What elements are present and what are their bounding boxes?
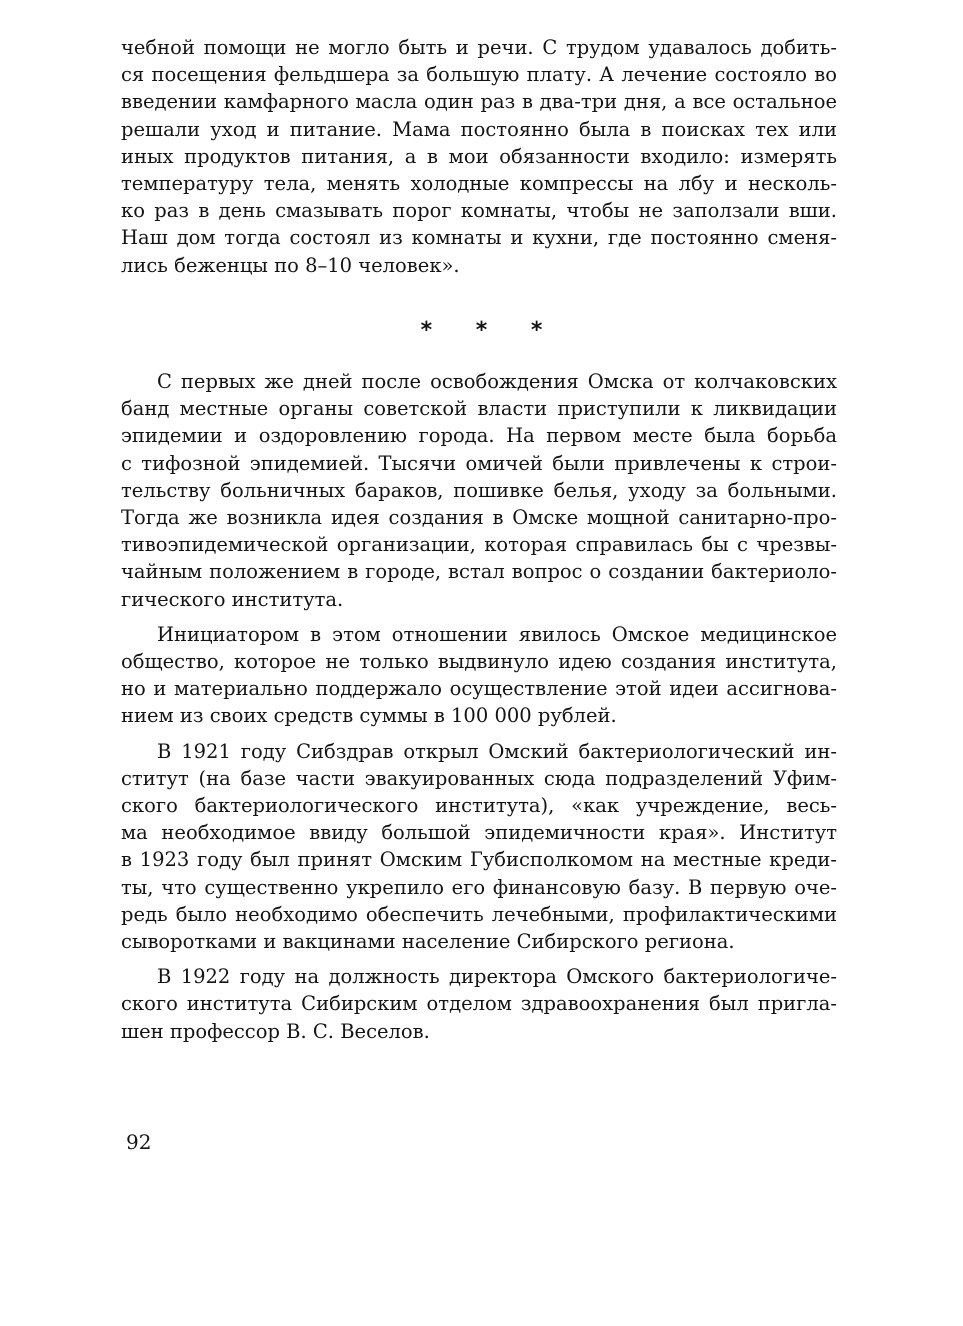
text-line: Инициатором в этом отношении явилось Омское медицинское	[157, 622, 837, 646]
text-line: температуру тела, менять холодные компрессы на лбу и несколь-	[121, 172, 837, 196]
text-line: сыворотками и вакцинами население Сибирского региона.	[121, 930, 735, 954]
text-line: решали уход и питание. Мама постоянно была в поисках тех или	[121, 117, 837, 141]
section-separator: * * *	[420, 318, 561, 343]
paragraph-gap	[121, 613, 837, 621]
text-line: ко раз в день смазывать порог комнаты, чтобы не заползали вши.	[121, 199, 837, 223]
text-line: ского института Сибирским отделом здравоохранения был пригла-	[121, 992, 837, 1016]
text-line: но и материально поддержало осуществление этой идеи ассигнова-	[121, 677, 837, 701]
text-line: В 1921 году Сибздрав открыл Омский бактериологический ин-	[157, 739, 837, 763]
paragraph	[121, 368, 837, 613]
text-line: Наш дом тогда состоял из комнаты и кухни, где постоянно сменя-	[121, 226, 837, 250]
paragraph-gap	[121, 730, 837, 738]
text-line: тельству больничных бараков, пошивке белья, уходу за больными.	[121, 478, 837, 502]
text-line: чебной помощи не могло быть и речи. С трудом удавалось добить-	[121, 36, 837, 59]
text-line: ты, что существенно укрепило его финансовую базу. В первую оче-	[121, 875, 837, 899]
text-line: банд местные органы советской власти приступили к ликвидации	[121, 397, 837, 421]
text-line: чайным положением в городе, встал вопрос о создании бактериоло-	[121, 560, 837, 584]
text-line: ся посещения фельдшера за большую плату. А лечение состояло во	[121, 63, 837, 87]
text-line: с тифозной эпидемией. Тысячи омичей были привлечены к строи-	[121, 451, 837, 475]
text-line: С первых же дней после освобождения Омска от колчаковских	[157, 370, 837, 393]
paragraph	[121, 621, 837, 730]
text-line: общество, которое не только выдвинуло идею создания института,	[121, 650, 837, 674]
text-line: Тогда же возникла идея создания в Омске мощной санитарно-про-	[121, 506, 837, 530]
text-line: ма необходимое ввиду большой эпидемичности края». Институт	[121, 821, 837, 845]
main-text	[121, 368, 837, 1045]
paragraph	[121, 963, 837, 1045]
text-line: редь было необходимо обеспечить лечебными, профилактическими	[121, 902, 837, 926]
text-line: введении камфарного масла один раз в два-три дня, а все остальное	[121, 90, 837, 114]
text-line: В 1922 году на должность директора Омского бактериологиче-	[157, 965, 837, 989]
continuation-paragraph	[121, 34, 837, 279]
text-line: в 1923 году был принят Омским Губисполкомом на местные креди-	[121, 848, 837, 872]
text-line: нием из своих средств суммы в 100 000 рублей.	[121, 704, 617, 728]
text-line: ского бактериологического института), «как учреждение, весь-	[121, 794, 837, 818]
text-line: тивоэпидемической организации, которая справилась бы с чрезвы-	[121, 533, 837, 557]
paragraph-gap	[121, 955, 837, 963]
text-line: ститут (на базе части эвакуированных сюда подразделений Уфим-	[121, 766, 837, 790]
text-line: лись беженцы по 8–10 человек».	[121, 253, 460, 277]
text-line: гического института.	[121, 587, 344, 611]
text-line: шен профессор В. С. Веселов.	[121, 1019, 430, 1043]
text-line: иных продуктов питания, а в мои обязанности входило: измерять	[121, 144, 837, 168]
page-number: 92	[126, 1130, 152, 1154]
text-line: эпидемии и оздоровлению города. На первом месте была борьба	[121, 424, 837, 448]
paragraph	[121, 738, 837, 956]
